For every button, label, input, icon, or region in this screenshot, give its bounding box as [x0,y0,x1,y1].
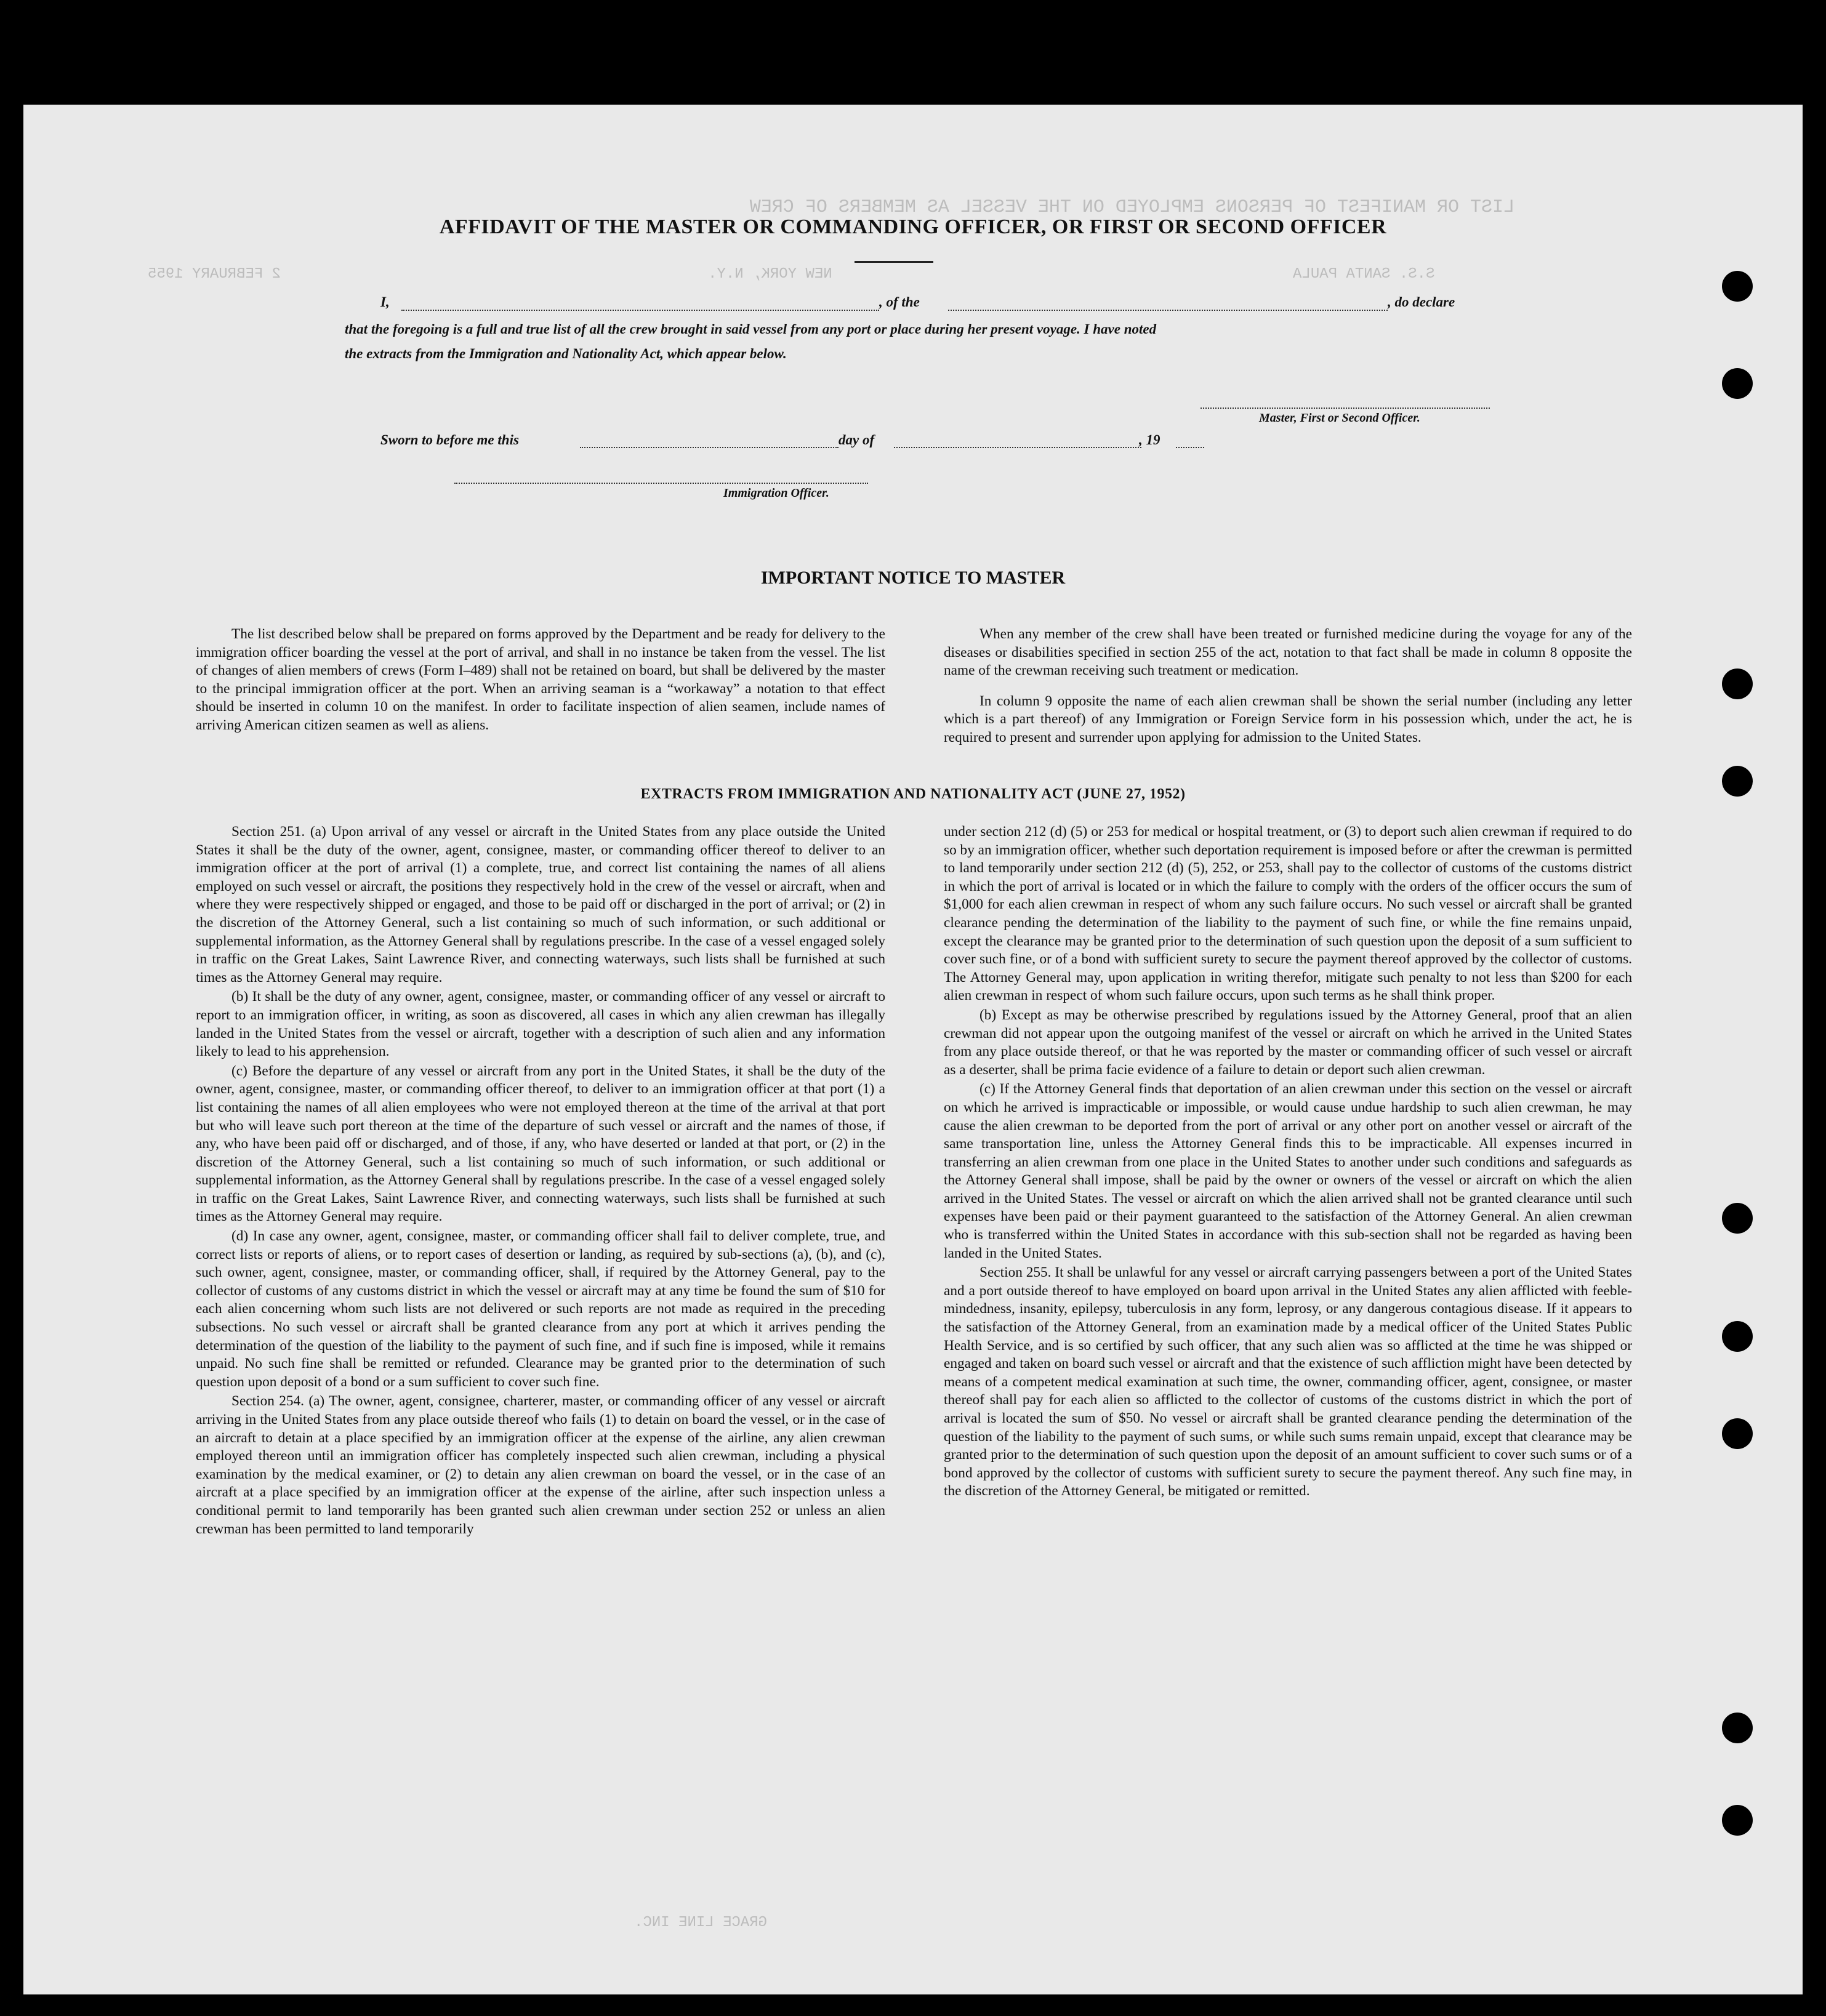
sworn-day-of-label: day of [839,432,875,448]
declaration-do-declare: , do declare [1388,294,1455,310]
section-254a: Section 254. (a) The owner, agent, consignee, charterer, master, or commanding officer of any vessel or aircraft arriving in the United States from any place outside thereof who fails (1) to detain on board the vessel, or in the case of an aircraft to detain at a place specified by an immigration officer at the expense of the airline, any alien crewman employed thereon until an immigration officer has completely inspected such alien crewman, including a physical examination by the medical examiner, or (2) to detain any alien crewman on board the vessel, or in the case of an aircraft at a place specified by an immigration officer at the expense of the airline, after such inspection unless a conditional permit to land temporarily has been granted such alien crewman under section 252 or unless an alien crewman has been permitted to land temporarily [196,1393,885,1537]
declaration-line-2: that the foregoing is a full and true list of all the crew brought in said vessel from any port or place during her present voyage. I have noted [345,321,1157,337]
name-field[interactable] [401,310,879,311]
master-signature-field[interactable] [1201,408,1490,409]
bleed-through-footer: GRACE LINE INC. [634,1914,768,1931]
section-254c: (c) If the Attorney General finds that deportation of an alien crewman under this section on the vessel or aircraft on which he arrived is impracticable or impossible, or would cause undue hardship to such alien crewman, he may cause the alien crewman to be deported from the port of arrival or any other port on another vessel or aircraft of the same transportation line, unless the Attorney General finds this to be impracticable. All expenses incurred in transferring an alien crewman from one place in the United States to another under such conditions and safeguards as the Attorney General shall impose, shall be paid by the owner or owners of the vessel or aircraft on which the alien arrived in the United States. The vessel or aircraft on which the alien arrived shall not be granted clearance until such expenses have been paid or their payment guaranteed to the satisfaction of the Attorney General. An alien crewman who is transferred within the United States in accordance with this sub-section shall not be regarded as having been landed in the United States. [944,1081,1632,1261]
punch-hole [1722,766,1753,797]
sworn-year-field[interactable] [1176,447,1204,448]
sworn-day-field[interactable] [580,447,839,448]
punch-hole [1722,271,1753,302]
punch-hole [1722,1321,1753,1352]
notice-left-column [196,625,885,735]
extracts-title: EXTRACTS FROM IMMIGRATION AND NATIONALITY ACT (JUNE 27, 1952) [640,786,1186,802]
bleed-through-header: LIST OR MANIFEST OF PERSONS EMPLOYED ON THE VESSEL AS MEMBERS OF CREW [749,197,1514,218]
declaration-i: I, [380,294,390,310]
section-251d: (d) In case any owner, agent, consignee, master, or commanding officer shall fail to deliver complete, true, and correct lists or reports of aliens, or to report cases of desertion or landing, as required by sub-sections (a), (b), and (c), such owner, agent, consignee, master, or commanding officer, shall, if required by the Attorney General, pay to the collector of customs of any customs district in which the vessel or aircraft may at any time be found the sum of $10 for each alien concerning whom such lists are not delivered or such reports are not made as required in the preceding subsections. No such vessel or aircraft shall be granted clearance from any port at which it arrives pending the determination of the question of the liability to the payment of such fine, and if such fine is imposed, while it remains unpaid. No such fine shall be remitted or refunded. Clearance may be granted prior to the determination of such question upon deposit of a bond or a sum sufficient to cover such fine. [196,1228,885,1390]
section-255: Section 255. It shall be unlawful for any vessel or aircraft carrying passengers between a port of the United States and a port outside thereof to have employed on board upon arrival in the United States any alien afflicted with feeble-mindedness, insanity, epilepsy, tuberculosis in any form, leprosy, or any dangerous contagious disease. If it appears to the satisfaction of the Attorney General, from an examination made by a medical officer of the United States Public Health Service, and is so certified by such officer, that any such alien was so afflicted at the time he was shipped or engaged and taken on board such vessel or aircraft and that the existence of such affliction might have been detected by means of a competent medical examination at such time, the owner, commanding officer, agent, consignee, or master thereof shall pay for each alien so afflicted to the collector of customs of the customs district in which the port of arrival is located the sum of $50. No vessel or aircraft shall be granted clearance pending the determination of the question of the liability to the payment of such sums, or while such sums remain unpaid, except that clearance may be granted prior to the determination of such question upon the deposit of an amount sufficient to cover such sums or of a bond approved by the collector of customs with sufficient surety to secure the payment thereof. Any such fine may, in the discretion of the Attorney General, be mitigated or remitted. [944,1264,1632,1500]
section-254b: (b) Except as may be otherwise prescribed by regulations issued by the Attorney General, proof that an alien crewman did not appear upon the outgoing manifest of the vessel or aircraft on which he arrived in the United States from any place outside thereof, or that he was reported by the master or commanding officer of such vessel or aircraft as a deserter, shall be prima facie evidence of a failure to detain or deport such alien crewman. [944,1006,1632,1078]
punch-hole [1722,1805,1753,1836]
immigration-officer-caption: Immigration Officer. [723,486,829,500]
extracts-right-column [944,823,1632,1501]
master-caption: Master, First or Second Officer. [1259,411,1420,425]
vessel-field[interactable] [948,310,1388,311]
title-underline [855,261,933,263]
sworn-before-label: Sworn to before me this [380,432,519,448]
section-254a-continued: under section 212 (d) (5) or 253 for medical or hospital treatment, or (3) to deport such alien crewman if required to do so by an immigration officer, whether such deportation requirement is imposed before or after the crewman is permitted to land temporarily under section 212 (d) (5), 252, or 253, shall pay to the collector of customs of the customs district in which the port of arrival is located or in which the failure to comply with the orders of the officer occurs the sum of $1,000 for each alien crewman in respect of whom any such failure occurs. No such vessel or aircraft shall be granted clearance pending the determination of the liability to the payment of such fine, or while the fine remains unpaid, except the clearance may be granted prior to the determination of such question upon the deposit of a sum sufficient to cover such fine, or of a bond with sufficient surety to secure the payment thereof approved by the collector of customs. The Attorney General may, upon application in writing therefor, mitigate such penalty to not less than $200 for each alien crewman in respect of whom such failure occurs, upon such terms as he shall think proper. [944,824,1632,1004]
notice-right-column [944,625,1632,747]
sworn-year-label: , 19 [1139,432,1160,448]
extracts-left-column [196,823,885,1538]
declaration-of-the: , of the [879,294,920,310]
immigration-officer-signature-field[interactable] [454,483,868,484]
bleed-through-date: 2 FEBRUARY 1955 [148,266,281,283]
bleed-through-vessel: S.S. SANTA PAULA [1293,266,1435,283]
affidavit-title: AFFIDAVIT OF THE MASTER OR COMMANDING OFFICER, OR FIRST OR SECOND OFFICER [439,215,1387,238]
punch-hole [1722,1418,1753,1449]
sworn-month-field[interactable] [894,447,1141,448]
punch-hole [1722,368,1753,399]
section-251c: (c) Before the departure of any vessel or aircraft from any port in the United States, it shall be the duty of the owner, agent, consignee, master, or commanding officer thereof, to deliver to an immigration officer at that port (1) a list containing the names of all alien employees who were not employed thereon at the time of the arrival at that port but who will leave such port thereon at the time of the departure of such vessel or aircraft and the names of those, if any, who have been paid off or discharged, and of those, if any, who have deserted or landed at that port, or (2) in the discretion of the Attorney General, such a list containing so much of such information, or such additional or supplemental information, as the Attorney General shall by regulations prescribe. In the case of a vessel engaged solely in traffic on the Great Lakes, Saint Lawrence River, and connecting waterways, such lists shall be furnished at such times as the Attorney General may require. [196,1062,885,1225]
section-251a: Section 251. (a) Upon arrival of any vessel or aircraft in the United States from any place outside the United States it shall be the duty of the owner, agent, consignee, master, or commanding officer thereof to deliver to an immigration officer at the port of arrival (1) a complete, true, and correct list containing the names of all aliens employed on such vessel or aircraft, the positions they respectively hold in the crew of the vessel or aircraft, when and where they were respectively shipped or engaged, and those to be paid off or discharged in the port of arrival; or (2) in the discretion of the Attorney General, such a list containing so much of such information, or such additional or supplemental information, as the Attorney General shall by regulations prescribe. In the case of a vessel engaged solely in traffic on the Great Lakes, Saint Lawrence River, and connecting waterways, such lists shall be furnished at such times as the Attorney General may require. [196,824,885,986]
section-251b: (b) It shall be the duty of any owner, agent, consignee, master, or commanding officer of any vessel or aircraft to report to an immigration officer, in writing, as soon as discovered, all cases in which any alien crewman has illegally landed in the United States from the vessel or aircraft, together with a description of such alien and any information likely to lead to his apprehension. [196,989,885,1060]
bleed-through-port: NEW YORK, N.Y. [708,266,832,283]
punch-hole [1722,669,1753,699]
declaration-line-3: the extracts from the Immigration and Nationality Act, which appear below. [345,346,787,361]
punch-hole [1722,1713,1753,1743]
notice-left-paragraph: The list described below shall be prepared on forms approved by the Department and be ready for delivery to the immigration officer boarding the vessel at the port of arrival, and shall in no instance be taken from the vessel. The list of changes of alien members of crews (Form I–489) shall not be retained on board, but shall be delivered by the master to the principal immigration officer at the port. When an arriving seaman is a “workaway” a notation to that effect should be inserted in column 10 on the manifest. In order to facilitate inspection of alien seamen, include names of arriving American citizen seamen as well as aliens. [196,626,885,733]
punch-hole [1722,1203,1753,1234]
notice-right-paragraph-1: When any member of the crew shall have been treated or furnished medicine during the voyage for any of the diseases or disabilities specified in section 255 of the act, notation to that fact shall be made in column 8 opposite the name of the crewman receiving such treatment or medication. [944,626,1632,679]
notice-right-paragraph-2: In column 9 opposite the name of each alien crewman shall be shown the serial number (including any letter which is a part thereof) of any Immigration or Foreign Service form in his possession which, under the act, he is required to present and surrender upon applying for admission to the United States. [944,693,1632,745]
notice-title: IMPORTANT NOTICE TO MASTER [760,568,1066,588]
